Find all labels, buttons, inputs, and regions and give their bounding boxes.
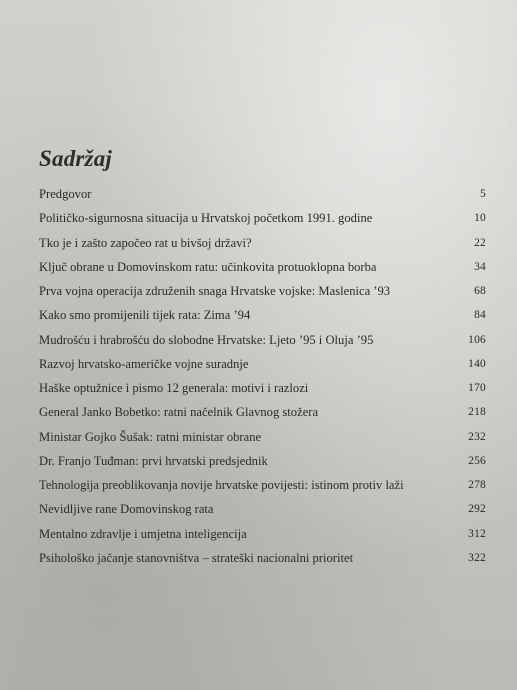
toc-entry-title: Kako smo promijenili tijek rata: Zima ’94 <box>39 308 251 323</box>
toc-entry <box>39 332 486 356</box>
toc-entry-page: 322 <box>468 551 486 564</box>
toc-entry-title: Predgovor <box>39 187 92 201</box>
toc-entry <box>39 526 486 550</box>
toc-entry-page: 292 <box>468 503 486 516</box>
toc-entry-page: 218 <box>468 406 486 419</box>
toc-entry <box>39 356 486 380</box>
toc-entry <box>39 307 486 331</box>
toc-entry-title: Tko je i zašto započeo rat u bivšoj državi? <box>39 235 252 250</box>
toc-entry <box>39 259 486 283</box>
toc-entry-page: 106 <box>468 333 486 346</box>
toc-entry-title: Mentalno zdravlje i umjetna inteligencija <box>39 526 247 541</box>
toc-entry <box>39 283 486 307</box>
toc-entry-page: 5 <box>480 188 486 200</box>
toc-entry <box>39 186 486 210</box>
toc-entry <box>39 210 486 234</box>
toc-entry-page: 312 <box>468 527 486 540</box>
toc-entry <box>39 429 486 453</box>
toc-entry-title: Dr. Franjo Tuđman: prvi hrvatski predsjednik <box>39 453 268 468</box>
toc-entry <box>39 501 486 525</box>
toc-entry <box>39 453 486 477</box>
toc-entry-page: 278 <box>468 479 486 491</box>
toc-entry <box>39 404 486 428</box>
toc-entry-page: 34 <box>474 260 486 273</box>
toc-entry-title: Nevidljive rane Domovinskog rata <box>39 502 214 517</box>
toc-entry-title: Haške optužnice i pismo 12 generala: motivi i razlozi <box>39 381 309 395</box>
toc-entry <box>39 380 486 404</box>
toc-entry-title: Mudrošću i hrabrošću do slobodne Hrvatske: Ljeto ’95 i Oluja ’95 <box>39 332 374 347</box>
toc-entry-title: Tehnologija preoblikovanja novije hrvatske povijesti: istinom protiv laži <box>39 478 404 492</box>
toc-entry-title: Političko-sigurnosna situacija u Hrvatskoj početkom 1991. godine <box>39 211 373 226</box>
toc-entry-page: 68 <box>474 285 486 297</box>
toc-entry-page: 84 <box>474 309 486 322</box>
toc-entry-title: Psihološko jačanje stanovništva – strateški nacionalni prioritet <box>39 550 354 565</box>
toc-entry-title: Razvoj hrvatsko-američke vojne suradnje <box>39 356 249 371</box>
toc-entry-title: Ministar Gojko Šušak: ratni ministar obrane <box>39 429 262 444</box>
toc-entry-page: 22 <box>474 236 486 249</box>
table-of-contents <box>39 186 486 574</box>
toc-entry-page: 10 <box>474 212 486 225</box>
toc-entry <box>39 235 486 259</box>
toc-entry-title: General Janko Bobetko: ratni načelnik Glavnog stožera <box>39 405 319 420</box>
toc-entry-title: Prva vojna operacija združenih snaga Hrvatske vojske: Maslenica ’93 <box>39 284 391 298</box>
toc-entry-page: 170 <box>468 382 486 394</box>
toc-entry <box>39 477 486 501</box>
page-title: Sadržaj <box>39 146 112 171</box>
toc-entry-page: 232 <box>468 430 486 443</box>
toc-entry-page: 256 <box>468 454 486 467</box>
toc-entry-title: Ključ obrane u Domovinskom ratu: učinkovita protuoklopna borba <box>39 259 377 274</box>
toc-entry-page: 140 <box>468 357 486 370</box>
toc-entry <box>39 550 486 574</box>
